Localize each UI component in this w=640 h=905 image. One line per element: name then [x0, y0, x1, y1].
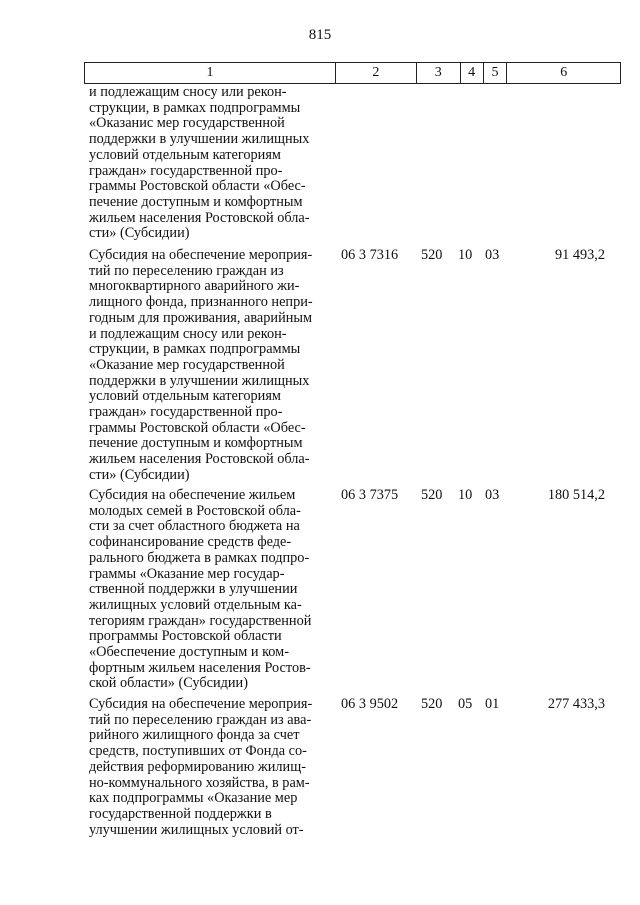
- row-amount: 277 433,3: [547, 696, 605, 712]
- header-col-2: 2: [336, 63, 417, 83]
- row-expense-type: 520: [421, 487, 443, 503]
- row-amount: 180 514,2: [547, 487, 605, 503]
- header-col-6: 6: [560, 65, 568, 80]
- row-subsection: 03: [485, 247, 500, 263]
- row-subsection: 01: [485, 696, 500, 712]
- header-col-1: 1: [85, 63, 336, 83]
- row-description: Субсидия на обеспечение жильем молодых семей в Ростовской обла- сти за счет областного бюджета на софинансирование средств феде- рального бюджета в рамках подпро- граммы «Оказание мер государ- ственной поддержки в улучшении жилищных условий отдельным ка- тегориям граждан» государственной программы Ростовской области «Обеспечение доступным и ком- фортным жильем населения Ростов- ской области» (Субсидии): [89, 487, 312, 692]
- row-expense-type: 520: [421, 696, 443, 712]
- row-subsection: 03: [485, 487, 500, 503]
- row-description: Субсидия на обеспечение мероприя- тий по переселению граждан из ава- рийного жилищного фонда за счет средств, поступивших от Фонда со- действия реформированию жилищ- но-коммунального хозяйства, в рам- ках подпрограммы «Оказание мер государственной поддержки в улучшении жилищных условий от-: [89, 696, 313, 838]
- table-header: [84, 62, 621, 84]
- row-section: 05: [458, 696, 473, 712]
- header-col-3: 3: [417, 63, 461, 83]
- header-col-5: 5: [484, 63, 508, 83]
- row-section: 10: [458, 247, 473, 263]
- row-section: 10: [458, 487, 473, 503]
- row-description: Субсидия на обеспечение мероприя- тий по переселению граждан из многоквартирного аварийного жи- лищного фонда, признанного непри- годным для проживания, аварийным и подлежащим сносу или рекон- струкции, в рамках подпрограммы «Оказание мер государственной поддержки в улучшении жилищных условий отдельным категориям граждан» государственной про- граммы Ростовской области «Обес- печение доступным и комфортным жильем населения Ростовской обла- сти» (Субсидии): [89, 247, 313, 483]
- row-target-code: 06 3 7375: [341, 487, 399, 503]
- row-expense-type: 520: [421, 247, 443, 263]
- row-amount: 91 493,2: [554, 247, 605, 263]
- header-col-4: 4: [461, 63, 484, 83]
- row-target-code: 06 3 9502: [341, 696, 399, 712]
- row-target-code: 06 3 7316: [341, 247, 399, 263]
- page-number: 815: [308, 27, 332, 43]
- row-description: и подлежащим сносу или рекон- струкции, в рамках подпрограммы «Оказанис мер государственной поддержки в улучшении жилищных условий отдельным категориям граждан» государственной про- граммы Ростовской области «Обес- печение доступным и комфортным жильем населения Ростовской обла- сти» (Субсидии): [89, 84, 310, 242]
